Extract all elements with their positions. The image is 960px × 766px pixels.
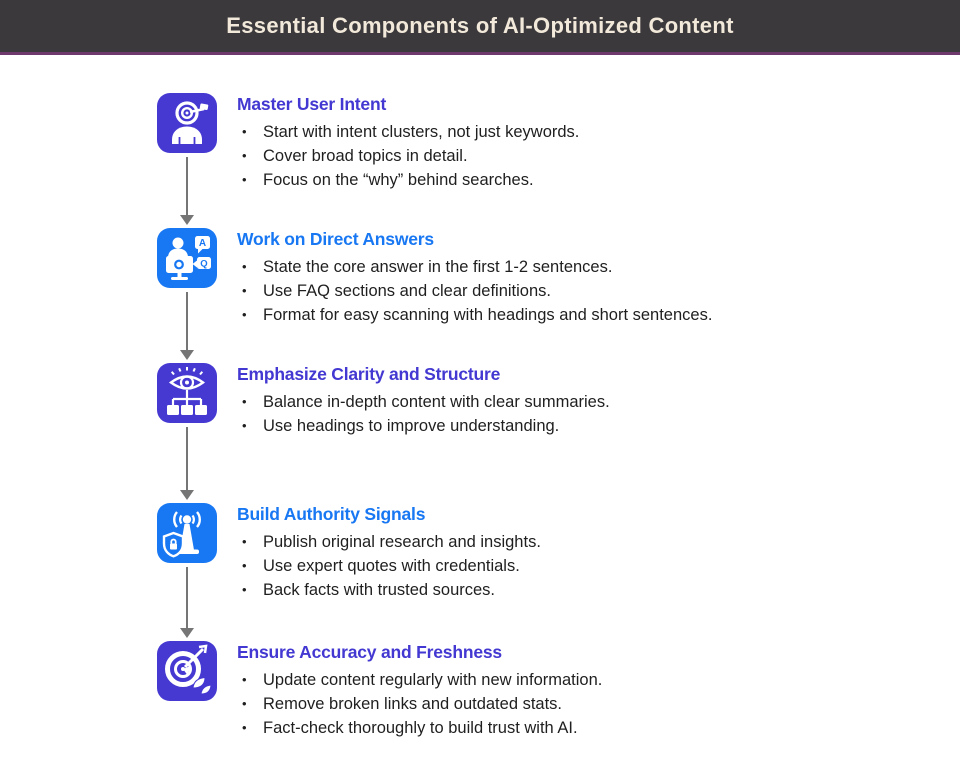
bullet-item: • State the core answer in the first 1-2 sentences. [237, 255, 927, 279]
svg-text:Q: Q [200, 258, 208, 270]
bullet-item: • Back facts with trusted sources. [237, 578, 927, 602]
step-title: Master User Intent [237, 94, 387, 114]
step-title: Work on Direct Answers [237, 229, 434, 249]
bullet-item: • Format for easy scanning with headings and short sentences. [237, 303, 927, 327]
bullet-item: • Use expert quotes with credentials. [237, 554, 927, 578]
bullet-item: • Focus on the “why” behind searches. [237, 168, 927, 192]
bullet-list [237, 530, 927, 602]
question-answer-icon [157, 228, 217, 288]
header-bar [0, 0, 960, 55]
bullet-item: • Use FAQ sections and clear definitions. [237, 279, 927, 303]
bullet-item: • Fact-check thoroughly to build trust with AI. [237, 716, 927, 740]
bullet-list [237, 668, 927, 740]
step-title: Ensure Accuracy and Freshness [237, 642, 502, 662]
target-leaf-icon [157, 641, 217, 701]
page-title: Essential Components of AI-Optimized Content [226, 13, 734, 38]
step-title: Build Authority Signals [237, 504, 426, 524]
bullet-item: • Use headings to improve understanding. [237, 414, 927, 438]
eye-structure-icon [157, 363, 217, 423]
bullet-list [237, 255, 927, 327]
bullet-item: • Cover broad topics in detail. [237, 144, 927, 168]
broadcast-shield-icon [157, 503, 217, 563]
bullet-item: • Publish original research and insights. [237, 530, 927, 554]
bullet-list [237, 390, 927, 438]
flow-arrow-down-icon [180, 157, 194, 225]
bullet-item: • Balance in-depth content with clear summaries. [237, 390, 927, 414]
svg-text:A: A [198, 238, 207, 250]
bullet-item: • Remove broken links and outdated stats. [237, 692, 927, 716]
flow-arrow-down-icon [180, 292, 194, 360]
step-title: Emphasize Clarity and Structure [237, 364, 501, 384]
flow-arrow-down-icon [180, 427, 194, 500]
bullet-item: • Start with intent clusters, not just keywords. [237, 120, 927, 144]
bullet-list [237, 120, 927, 192]
user-intent-target-icon [157, 93, 217, 153]
flow-arrow-down-icon [180, 567, 194, 638]
bullet-item: • Update content regularly with new information. [237, 668, 927, 692]
